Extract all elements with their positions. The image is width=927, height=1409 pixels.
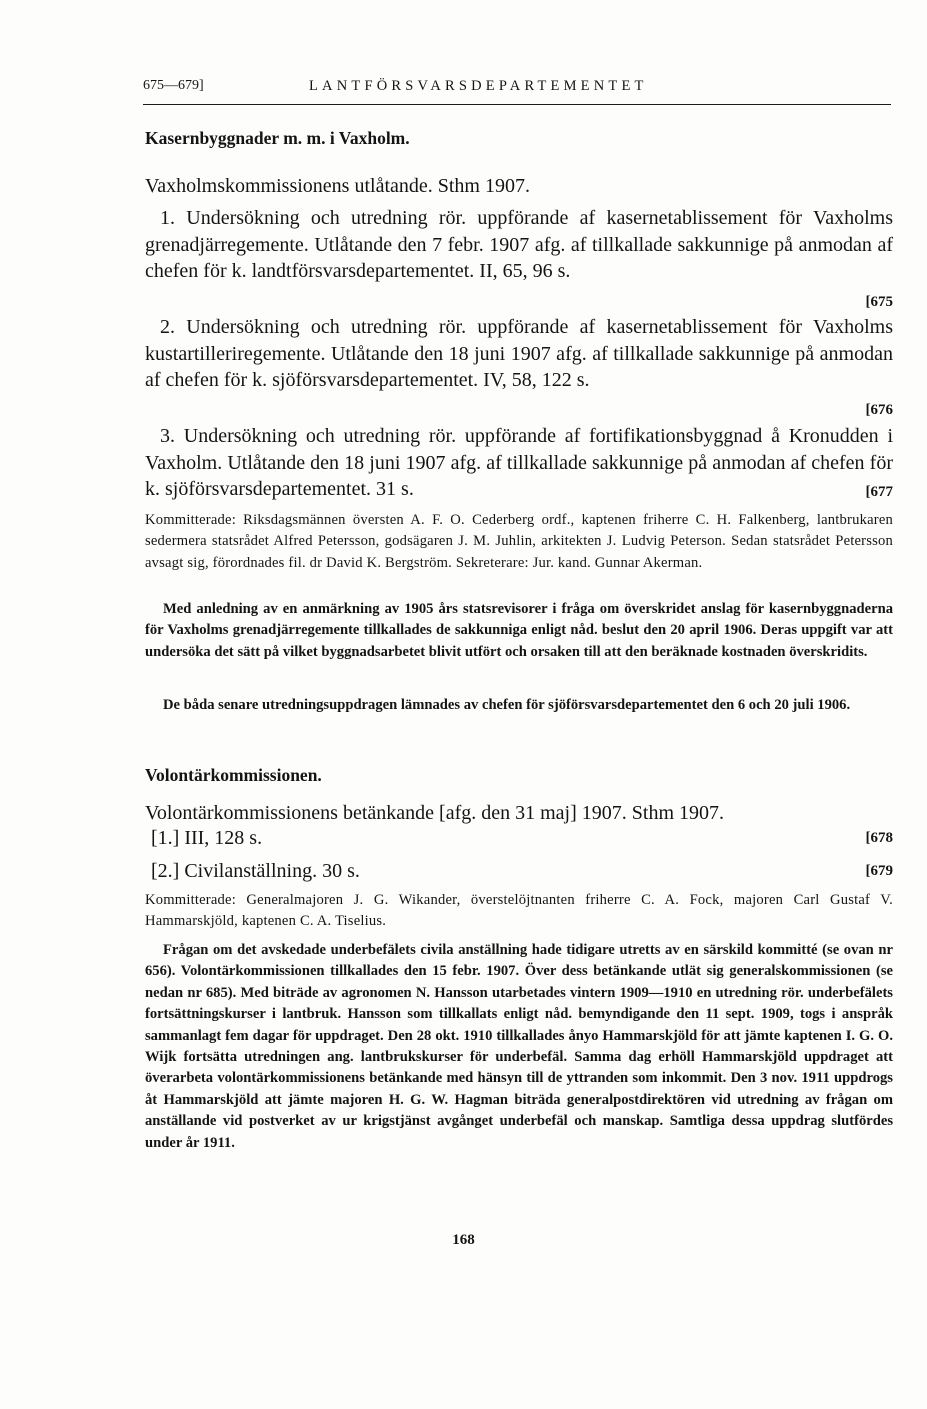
section1-paragraph-2: De båda senare utredningsuppdragen lämnades av chefen för sjöförsvarsdepartementet den 6 och 20 juli 1906. bbox=[163, 697, 851, 713]
section1-item-1-ref-wrap bbox=[145, 290, 893, 314]
section2-item-2: [679 [2.] Civilanställning. 30 s. bbox=[145, 857, 893, 885]
catalog-ref: [679 bbox=[865, 863, 893, 879]
catalog-ref: [676 bbox=[865, 402, 893, 418]
section1-committee: Kommitterade: Riksdagsmännen översten A. F. O. Cederberg ordf., kaptenen friherre C. H. Falkenberg, lantbrukaren sedermera statsrådet Alfred Petersson, godsägaren J. M. Juhlin, arkitekten J. Ludvig Peterson. Sedan statsrådet Petersson avsagt sig, förordnades fil. dr David K. Bergström. Sekreterare: Jur. kand. Gunnar Akerman. bbox=[145, 512, 893, 571]
section-title-volontarkommissionen: Volontärkommissionen. bbox=[145, 765, 322, 785]
department-title: LANTFÖRSVARSDEPARTEMENTET bbox=[309, 78, 648, 94]
section1-subtitle: Vaxholmskommissionens utlåtande. Sthm 1907. bbox=[145, 175, 530, 197]
section1-item-2: 2. Undersökning och utredning rör. uppförande af kasernetablissement för Vaxholms kustartilleriregemente. Utlåtande den 18 juni 1907 afg. af tillkallade sakkunnige på anmodan af chefen för k. sjöförsvarsdepartementet. IV, 58, 122 s. bbox=[145, 316, 893, 391]
section2-item-1: [678 [1.] III, 128 s. bbox=[145, 824, 893, 852]
section2-committee: Kommitterade: Generalmajoren J. G. Wikander, överstelöjtnanten friherre C. A. Fock, majoren Carl Gustaf V. Hammarskjöld, kaptenen C. A. Tiselius. bbox=[145, 892, 893, 930]
section1-item-3: 3. Undersökning och utredning rör. uppförande af fortifikationsbyggnad å Kronudden i Vaxholm. Utlåtande den 18 juni 1907 afg. af tillkallade sakkunnige på anmodan af chefen för k. sjöförsvarsdepartementet. 31 s. bbox=[145, 425, 893, 500]
section-title-kasernbyggnader: Kasernbyggnader m. m. i Vaxholm. bbox=[145, 128, 410, 148]
catalog-ref: [678 bbox=[865, 830, 893, 846]
page-header bbox=[143, 78, 891, 100]
page-number: 168 bbox=[452, 1232, 475, 1248]
catalog-ref: [675 bbox=[865, 294, 893, 310]
section2-paragraph: Frågan om det avskedade underbefälets civila anställning hade tidigare utretts av en särskild kommitté (se ovan nr 656). Volontärkommissionen tillkallades den 15 febr. 1907. Över dess betänkande utlät sig generalskommissionen (se nedan nr 685). Med biträde av agronomen N. Hansson utarbetades vintern 1909—1910 en utredning rör. underbefälets fortsättningskurser i lantbruk. Hansson som tillkallats enligt nåd. bemyndigande den 11 sept. 1909, togs i anspråk sammanlagt fem dagar för uppdraget. Den 28 okt. 1910 tillkallades ånyo Hammarskjöld för att jämte kaptenen I. G. O. Wijk fortsätta utredningen ang. lantbrukskurser för underbefäl. Samma dag erhöll Hammarskjöld uppdraget att överarbeta volontärkommissionens betänkande med hänsyn till de yttranden som inkommit. Den 3 nov. 1911 uppdrogs åt Hammarskjöld att jämte majoren H. G. W. Hagman biträda generalpostdirektören vid utredning av frågan om anställande vid postverket av ur krigstjänst avgånget underbefäl och manskap. Samtliga dessa uppdrag slutfördes under år 1911. bbox=[145, 942, 893, 1151]
section2-subtitle: Volontärkommissionens betänkande [afg. den 31 maj] 1907. Sthm 1907. bbox=[145, 802, 724, 824]
section1-paragraph-1: Med anledning av en anmärkning av 1905 års statsrevisorer i fråga om överskridet anslag för kasernbyggnaderna för Vaxholms grenadjärregemente tillkallades de sakkunniga enligt nåd. beslut den 20 april 1906. Deras uppgift var att undersöka det sätt på vilket byggnadsarbetet blivit utfört och orsaken till att den beräknade kostnaden överskridits. bbox=[145, 601, 893, 660]
section1-item-3-ref-wrap bbox=[145, 480, 893, 504]
section1-item-1: 1. Undersökning och utredning rör. uppförande af kasernetablissement för Vaxholms grenadjärregemente. Utlåtande den 7 febr. 1907 afg. af tillkallade sakkunnige på anmodan af chefen för k. landtförsvarsdepartementet. II, 65, 96 s. bbox=[145, 207, 893, 282]
page-range: 675—679] bbox=[143, 78, 204, 93]
section1-item-2-ref-wrap bbox=[145, 398, 893, 422]
catalog-ref: [677 bbox=[865, 484, 893, 500]
header-rule bbox=[143, 104, 891, 105]
